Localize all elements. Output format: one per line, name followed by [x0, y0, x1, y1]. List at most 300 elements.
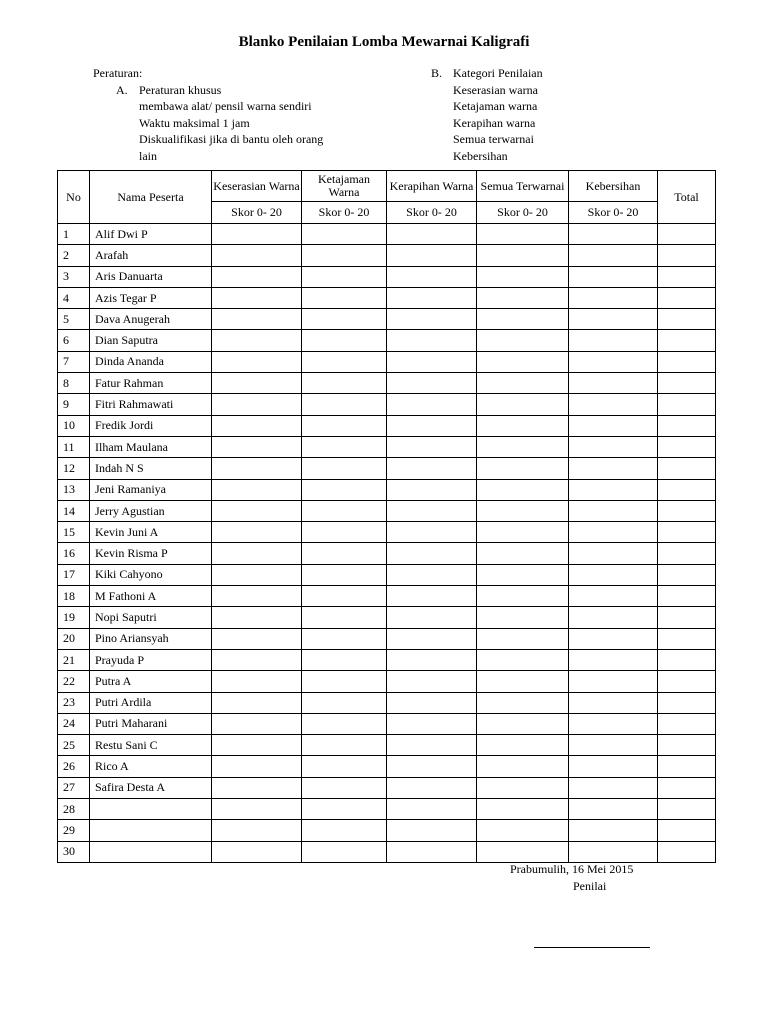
score-cell — [212, 287, 302, 308]
score-cell — [569, 522, 658, 543]
total-cell — [658, 692, 716, 713]
score-cell — [569, 479, 658, 500]
score-cell — [212, 713, 302, 734]
score-cell — [569, 458, 658, 479]
row-number: 5 — [58, 309, 90, 330]
score-cell — [212, 436, 302, 457]
total-cell — [658, 543, 716, 564]
score-cell — [387, 245, 477, 266]
score-cell — [477, 415, 569, 436]
table-row — [58, 224, 716, 245]
score-cell — [212, 735, 302, 756]
table-row — [58, 287, 716, 308]
participant-name: Ilham Maulana — [90, 436, 212, 457]
score-cell — [212, 373, 302, 394]
rules-sub-title: Peraturan khusus — [139, 82, 222, 97]
row-number: 18 — [58, 586, 90, 607]
score-cell — [477, 649, 569, 670]
score-cell — [477, 500, 569, 521]
total-cell — [658, 500, 716, 521]
score-cell — [387, 586, 477, 607]
criteria-header: Ketajaman Warna — [302, 171, 387, 202]
score-cell — [387, 522, 477, 543]
score-cell — [302, 351, 387, 372]
score-cell — [569, 713, 658, 734]
total-cell — [658, 841, 716, 862]
table-row — [58, 692, 716, 713]
score-cell — [302, 309, 387, 330]
row-number: 10 — [58, 415, 90, 436]
score-cell — [477, 287, 569, 308]
criteria-header: Kerapihan Warna — [387, 171, 477, 202]
table-row — [58, 373, 716, 394]
participant-name: Safira Desta A — [90, 777, 212, 798]
score-cell — [477, 671, 569, 692]
place-date: Prabumulih, 16 Mei 2015 — [510, 862, 634, 876]
score-cell — [302, 713, 387, 734]
criteria-header: Keserasian Warna — [212, 171, 302, 202]
participant-name: Jeni Ramaniya — [90, 479, 212, 500]
table-row — [58, 458, 716, 479]
score-cell — [212, 266, 302, 287]
participant-name: Arafah — [90, 245, 212, 266]
row-number: 26 — [58, 756, 90, 777]
total-cell — [658, 287, 716, 308]
row-number: 2 — [58, 245, 90, 266]
category-item: Keserasian warna — [453, 82, 538, 97]
score-cell — [387, 671, 477, 692]
rules-subsection — [93, 82, 323, 99]
score-cell — [302, 777, 387, 798]
score-cell — [302, 756, 387, 777]
table-row — [58, 245, 716, 266]
score-cell — [477, 735, 569, 756]
score-cell — [387, 266, 477, 287]
score-cell — [387, 628, 477, 649]
score-cell — [302, 543, 387, 564]
score-cell — [477, 799, 569, 820]
total-cell — [658, 799, 716, 820]
score-cell — [387, 394, 477, 415]
score-cell — [569, 777, 658, 798]
score-cell — [569, 287, 658, 308]
score-cell — [302, 735, 387, 756]
score-cell — [569, 500, 658, 521]
score-cell — [302, 522, 387, 543]
score-cell — [212, 394, 302, 415]
row-number: 1 — [58, 224, 90, 245]
criteria-header: Kebersihan — [569, 171, 658, 202]
score-cell — [212, 607, 302, 628]
row-number: 25 — [58, 735, 90, 756]
score-cell — [302, 500, 387, 521]
row-number: 29 — [58, 820, 90, 841]
rule-item: Waktu maksimal 1 jam — [139, 115, 250, 130]
score-cell — [477, 777, 569, 798]
score-cell — [477, 628, 569, 649]
score-cell — [569, 309, 658, 330]
score-cell — [387, 224, 477, 245]
total-cell — [658, 607, 716, 628]
row-number: 28 — [58, 799, 90, 820]
score-cell — [302, 628, 387, 649]
participant-name: Indah N S — [90, 458, 212, 479]
score-cell — [387, 309, 477, 330]
score-cell — [477, 713, 569, 734]
rules-sub-letter: A. — [116, 82, 128, 97]
table-row — [58, 500, 716, 521]
table-row — [58, 266, 716, 287]
table-row — [58, 735, 716, 756]
row-number: 30 — [58, 841, 90, 862]
score-cell — [387, 500, 477, 521]
row-number: 17 — [58, 564, 90, 585]
row-number: 7 — [58, 351, 90, 372]
score-cell — [569, 607, 658, 628]
score-cell — [477, 436, 569, 457]
score-cell — [569, 245, 658, 266]
score-cell — [569, 799, 658, 820]
score-cell — [387, 330, 477, 351]
table-row — [58, 607, 716, 628]
table-row — [58, 309, 716, 330]
row-number: 24 — [58, 713, 90, 734]
score-cell — [477, 479, 569, 500]
row-number: 6 — [58, 330, 90, 351]
row-number: 22 — [58, 671, 90, 692]
category-item: Semua terwarnai — [453, 132, 534, 146]
score-cell — [387, 479, 477, 500]
score-cell — [477, 245, 569, 266]
row-number: 16 — [58, 543, 90, 564]
score-cell — [387, 373, 477, 394]
score-cell — [212, 500, 302, 521]
score-cell — [302, 564, 387, 585]
participant-name: Restu Sani C — [90, 735, 212, 756]
score-cell — [212, 586, 302, 607]
row-number: 12 — [58, 458, 90, 479]
participant-name — [90, 799, 212, 820]
table-row — [58, 394, 716, 415]
table-row — [58, 543, 716, 564]
participant-name: Fredik Jordi — [90, 415, 212, 436]
score-cell — [569, 692, 658, 713]
score-cell — [569, 394, 658, 415]
score-cell — [477, 394, 569, 415]
category-item: Ketajaman warna — [453, 99, 538, 113]
score-cell — [569, 628, 658, 649]
participant-name: Putri Ardila — [90, 692, 212, 713]
score-cell — [212, 692, 302, 713]
row-number: 11 — [58, 436, 90, 457]
score-cell — [302, 224, 387, 245]
score-cell — [212, 543, 302, 564]
total-cell — [658, 415, 716, 436]
score-cell — [302, 479, 387, 500]
participant-name: Putri Maharani — [90, 713, 212, 734]
participant-name: M Fathoni A — [90, 586, 212, 607]
score-cell — [302, 245, 387, 266]
score-cell — [302, 373, 387, 394]
participant-name: Jerry Agustian — [90, 500, 212, 521]
score-cell — [302, 394, 387, 415]
row-number: 9 — [58, 394, 90, 415]
table-row — [58, 436, 716, 457]
participant-name: Kiki Cahyono — [90, 564, 212, 585]
participant-name: Dian Saputra — [90, 330, 212, 351]
score-cell — [302, 671, 387, 692]
table-row — [58, 841, 716, 862]
participant-name: Dava Anugerah — [90, 309, 212, 330]
score-cell — [302, 607, 387, 628]
total-cell — [658, 309, 716, 330]
score-cell — [569, 564, 658, 585]
score-range-label: Skor 0- 20 — [212, 202, 302, 224]
score-cell — [477, 692, 569, 713]
signer-label: Penilai — [573, 879, 607, 893]
score-cell — [387, 820, 477, 841]
score-cell — [477, 351, 569, 372]
total-cell — [658, 394, 716, 415]
score-cell — [212, 777, 302, 798]
total-cell — [658, 756, 716, 777]
table-row — [58, 628, 716, 649]
table-row — [58, 564, 716, 585]
participant-name: Aris Danuarta — [90, 266, 212, 287]
score-cell — [387, 649, 477, 670]
rule-item: lain — [139, 148, 157, 163]
category-item: Kerapihan warna — [453, 115, 536, 130]
score-cell — [212, 351, 302, 372]
score-cell — [212, 564, 302, 585]
score-cell — [212, 841, 302, 862]
score-cell — [212, 245, 302, 266]
score-cell — [569, 841, 658, 862]
total-cell — [658, 458, 716, 479]
score-cell — [569, 671, 658, 692]
table-row — [58, 586, 716, 607]
row-number: 27 — [58, 777, 90, 798]
score-cell — [302, 820, 387, 841]
participant-name: Putra A — [90, 671, 212, 692]
score-cell — [387, 436, 477, 457]
participant-name: Dinda Ananda — [90, 351, 212, 372]
row-number: 19 — [58, 607, 90, 628]
score-cell — [302, 266, 387, 287]
score-cell — [477, 841, 569, 862]
score-cell — [387, 607, 477, 628]
rules-section — [93, 65, 323, 164]
score-cell — [387, 777, 477, 798]
score-cell — [569, 735, 658, 756]
score-cell — [569, 436, 658, 457]
rules-label: Peraturan: — [93, 66, 143, 80]
score-cell — [387, 713, 477, 734]
participant-name — [90, 820, 212, 841]
row-number: 23 — [58, 692, 90, 713]
score-cell — [302, 330, 387, 351]
score-cell — [212, 458, 302, 479]
score-cell — [387, 841, 477, 862]
score-cell — [387, 756, 477, 777]
categories-heading — [431, 65, 543, 82]
categories-title: Kategori Penilaian — [453, 66, 543, 80]
score-cell — [569, 415, 658, 436]
participant-name: Fitri Rahmawati — [90, 394, 212, 415]
table-row — [58, 351, 716, 372]
table-row — [58, 756, 716, 777]
score-cell — [212, 479, 302, 500]
total-cell — [658, 479, 716, 500]
page-title: Blanko Penilaian Lomba Mewarnai Kaligrafi — [238, 34, 530, 50]
score-cell — [477, 266, 569, 287]
score-cell — [477, 820, 569, 841]
score-cell — [302, 649, 387, 670]
score-cell — [212, 671, 302, 692]
score-cell — [569, 266, 658, 287]
total-cell — [658, 671, 716, 692]
participant-name: Azis Tegar P — [90, 287, 212, 308]
total-cell — [658, 649, 716, 670]
score-cell — [569, 649, 658, 670]
score-table — [57, 170, 716, 863]
score-cell — [387, 458, 477, 479]
score-range-label: Skor 0- 20 — [302, 202, 387, 224]
score-cell — [212, 628, 302, 649]
score-cell — [569, 756, 658, 777]
score-cell — [387, 735, 477, 756]
table-row — [58, 649, 716, 670]
total-cell — [658, 522, 716, 543]
score-cell — [477, 224, 569, 245]
row-number: 14 — [58, 500, 90, 521]
score-cell — [477, 543, 569, 564]
total-cell — [658, 820, 716, 841]
score-cell — [569, 351, 658, 372]
row-number: 4 — [58, 287, 90, 308]
score-cell — [477, 756, 569, 777]
score-cell — [569, 373, 658, 394]
score-cell — [212, 309, 302, 330]
table-row — [58, 713, 716, 734]
col-name-header: Nama Peserta — [90, 171, 212, 224]
score-cell — [302, 841, 387, 862]
table-row — [58, 671, 716, 692]
score-cell — [212, 799, 302, 820]
score-cell — [569, 820, 658, 841]
score-cell — [387, 799, 477, 820]
total-cell — [658, 245, 716, 266]
row-number: 13 — [58, 479, 90, 500]
score-cell — [477, 564, 569, 585]
score-cell — [302, 799, 387, 820]
rule-item: membawa alat/ pensil warna sendiri — [139, 99, 312, 113]
score-cell — [302, 692, 387, 713]
participant-name: Kevin Risma P — [90, 543, 212, 564]
row-number: 3 — [58, 266, 90, 287]
score-cell — [212, 415, 302, 436]
score-cell — [302, 586, 387, 607]
score-range-label: Skor 0- 20 — [387, 202, 477, 224]
score-cell — [477, 309, 569, 330]
score-cell — [477, 458, 569, 479]
score-cell — [212, 224, 302, 245]
rule-item: Diskualifikasi jika di bantu oleh orang — [139, 132, 324, 146]
row-number: 20 — [58, 628, 90, 649]
score-cell — [387, 564, 477, 585]
total-cell — [658, 713, 716, 734]
participant-name: Alif Dwi P — [90, 224, 212, 245]
total-cell — [658, 628, 716, 649]
table-row — [58, 522, 716, 543]
participant-name: Nopi Saputri — [90, 607, 212, 628]
score-table-body — [58, 224, 716, 863]
score-cell — [212, 522, 302, 543]
score-cell — [302, 458, 387, 479]
score-cell — [387, 543, 477, 564]
score-range-label: Skor 0- 20 — [477, 202, 569, 224]
categories-section — [431, 65, 543, 164]
score-cell — [569, 330, 658, 351]
participant-name: Rico A — [90, 756, 212, 777]
criteria-header: Semua Terwarnai — [477, 171, 569, 202]
score-cell — [302, 287, 387, 308]
score-cell — [477, 373, 569, 394]
signature-line — [534, 947, 650, 948]
participant-name: Prayuda P — [90, 649, 212, 670]
table-row — [58, 415, 716, 436]
score-cell — [569, 224, 658, 245]
score-cell — [387, 692, 477, 713]
total-cell — [658, 330, 716, 351]
total-cell — [658, 351, 716, 372]
score-cell — [477, 330, 569, 351]
total-cell — [658, 586, 716, 607]
score-cell — [302, 436, 387, 457]
total-cell — [658, 373, 716, 394]
participant-name: Kevin Juni A — [90, 522, 212, 543]
total-cell — [658, 735, 716, 756]
score-cell — [569, 586, 658, 607]
row-number: 21 — [58, 649, 90, 670]
score-cell — [387, 415, 477, 436]
category-item: Kebersihan — [453, 148, 508, 163]
total-cell — [658, 224, 716, 245]
total-cell — [658, 564, 716, 585]
total-cell — [658, 436, 716, 457]
score-cell — [212, 756, 302, 777]
participant-name — [90, 841, 212, 862]
total-cell — [658, 266, 716, 287]
table-row — [58, 799, 716, 820]
col-total-header: Total — [658, 171, 716, 224]
table-row — [58, 777, 716, 798]
score-cell — [212, 649, 302, 670]
total-cell — [658, 777, 716, 798]
score-cell — [477, 522, 569, 543]
categories-letter: B. — [431, 66, 443, 80]
col-no-header: No — [58, 171, 90, 224]
score-cell — [477, 586, 569, 607]
score-range-label: Skor 0- 20 — [569, 202, 658, 224]
score-cell — [387, 351, 477, 372]
score-cell — [212, 330, 302, 351]
table-row — [58, 330, 716, 351]
table-row — [58, 820, 716, 841]
row-number: 15 — [58, 522, 90, 543]
score-cell — [569, 543, 658, 564]
score-cell — [387, 287, 477, 308]
